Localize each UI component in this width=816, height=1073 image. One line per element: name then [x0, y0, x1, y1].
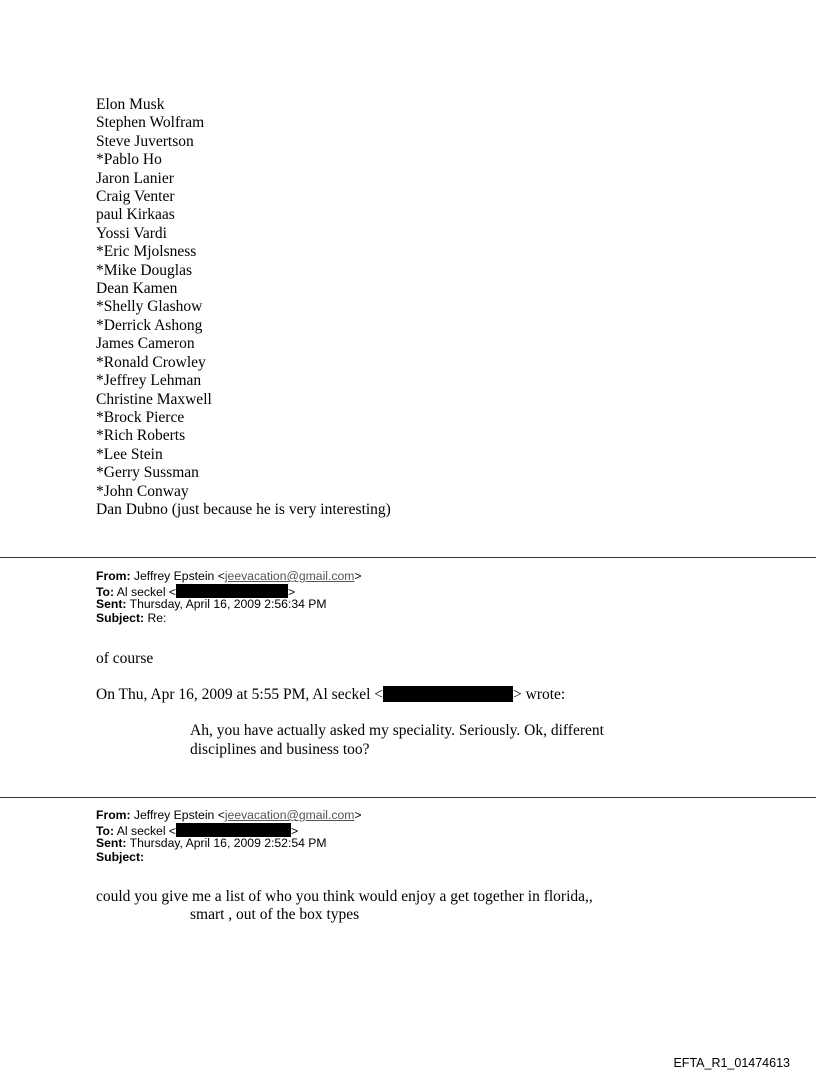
email1-quote-intro: On Thu, Apr 16, 2009 at 5:55 PM, Al seckel < > wrote:: [96, 686, 566, 703]
names-list: [96, 96, 391, 519]
email1-subject: Subject: Re:: [96, 611, 167, 625]
name-item: Yossi Vardi: [96, 224, 167, 242]
redaction-bar: [176, 584, 288, 598]
name-item: *Ronald Crowley: [96, 353, 206, 371]
email-link[interactable]: jeevacation@gmail.com: [224, 569, 355, 583]
name-item: *Gerry Sussman: [96, 464, 199, 482]
email2-body-line2: smart , out of the box types: [190, 906, 360, 923]
name-item: Dan Dubno (just because he is very interesting): [96, 500, 391, 518]
name-item: paul Kirkaas: [96, 206, 175, 224]
email1-from: From: Jeffrey Epstein <jeevacation@gmail.com>: [96, 569, 362, 583]
email2-body-line1: could you give me a list of who you think would enjoy a get together in florida,,: [96, 888, 593, 905]
name-item: *Pablo Ho: [96, 151, 162, 169]
name-item: *Jeffrey Lehman: [96, 372, 202, 390]
redaction-bar: [383, 686, 513, 702]
email2-to: To: Al seckel < >: [96, 824, 299, 838]
email1-quote-line2: disciplines and business too?: [190, 741, 370, 758]
name-item: *Lee Stein: [96, 445, 163, 463]
name-item: *Brock Pierce: [96, 408, 185, 426]
name-item: Steve Juvertson: [96, 132, 194, 150]
email2-sent: Sent: Thursday, April 16, 2009 2:52:54 PM: [96, 836, 327, 850]
name-item: *Derrick Ashong: [96, 316, 203, 334]
name-item: *Rich Roberts: [96, 427, 186, 445]
email1-body: of course: [96, 650, 154, 667]
name-item: Dean Kamen: [96, 280, 178, 298]
name-item: Christine Maxwell: [96, 390, 212, 408]
email-link[interactable]: jeevacation@gmail.com: [224, 808, 355, 822]
email1-sent: Sent: Thursday, April 16, 2009 2:56:34 PM: [96, 597, 327, 611]
name-item: *Eric Mjolsness: [96, 243, 197, 261]
document-id: EFTA_R1_01474613: [673, 1056, 790, 1070]
redaction-bar: [176, 823, 291, 837]
name-item: *Mike Douglas: [96, 261, 193, 279]
email1-quote-line1: Ah, you have actually asked my speciality. Seriously. Ok, different: [190, 722, 604, 739]
name-item: *Shelly Glashow: [96, 298, 203, 316]
name-item: Stephen Wolfram: [96, 114, 205, 132]
name-item: *John Conway: [96, 482, 189, 500]
name-item: Craig Venter: [96, 188, 175, 206]
separator-line: [0, 557, 816, 558]
email1-to: To: Al seckel < >: [96, 585, 296, 599]
email2-from: From: Jeffrey Epstein <jeevacation@gmail.com>: [96, 808, 362, 822]
name-item: Jaron Lanier: [96, 169, 174, 187]
email2-subject: Subject:: [96, 850, 145, 864]
name-item: James Cameron: [96, 335, 195, 353]
separator-line: [0, 797, 816, 798]
name-item: Elon Musk: [96, 96, 165, 113]
